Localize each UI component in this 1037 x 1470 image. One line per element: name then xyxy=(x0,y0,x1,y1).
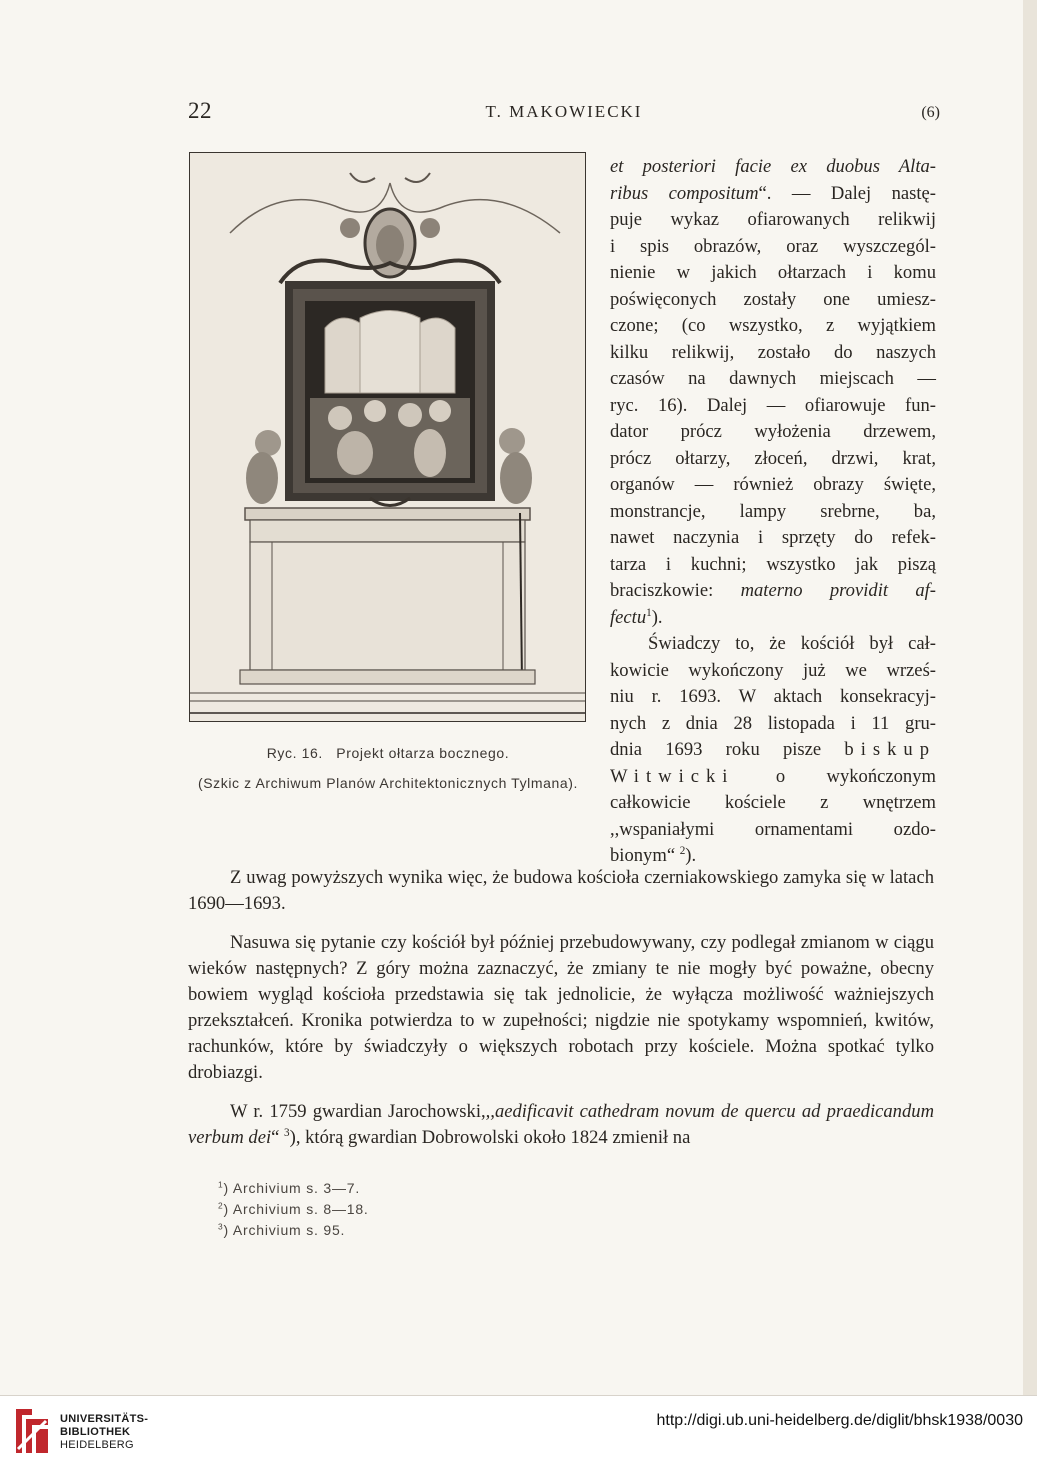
latin-phrase: fectu xyxy=(610,606,647,628)
text-line: nych z dnia 28 listopada i 11 gru- xyxy=(610,712,936,734)
text-line: niu r. 1693. W aktach konsekracyj- xyxy=(610,686,936,707)
latin-quote: et posteriori facie ex duobus Alta- xyxy=(610,156,936,177)
running-head: T. MAKOWIECKI xyxy=(485,102,643,121)
footnote: $^3$) Archivium s. 95. xyxy=(218,1221,346,1238)
text-line: poświęconych zostały one umiesz- xyxy=(610,288,936,310)
altar-sketch-figure xyxy=(189,152,586,722)
digitization-footer xyxy=(0,1395,1037,1470)
footnote: $^2$) Archivium s. 8—18. xyxy=(218,1200,369,1217)
latin-phrase: materno providit af- xyxy=(740,580,936,601)
altar-sketch-image xyxy=(190,153,585,721)
text-line: czasów na dawnych miejscach — xyxy=(610,368,936,389)
latin-quote: ,,aedificavit cathedram novum de quercu ad praedicandum verbum dei xyxy=(188,1101,934,1148)
page-header xyxy=(188,98,940,130)
text-line: dnia 1693 roku pisze biskup xyxy=(610,739,936,760)
caption-source: (Szkic z Archiwum Planów Architektonicznych Tylmana). xyxy=(197,775,579,791)
text-line: nienie w jakich ołtarzach i komu xyxy=(610,262,936,283)
spaced-name: Witwicki xyxy=(610,765,735,787)
text-line: ,,wspaniałymi ornamentami ozdo- xyxy=(610,818,936,840)
text-line: nawet naczynia i sprzęty do refek- xyxy=(610,527,936,548)
text-line: tarza i kuchni; wszystko jak piszą xyxy=(610,553,936,575)
text-line: organów — również obrazy święte, xyxy=(610,474,936,495)
right-column-text xyxy=(610,154,936,870)
text-line: braciszkowie: materno providit af- xyxy=(610,580,936,601)
text-line: ryc. 16). Dalej — ofiarowuje fun- xyxy=(610,394,936,416)
page-number: 22 xyxy=(188,98,212,123)
figure-caption xyxy=(188,742,588,794)
footnote: $^1$) Archivium s. 3—7. xyxy=(218,1179,361,1196)
footnote-ref: 2 xyxy=(679,844,686,857)
paragraph: Z uwag powyższych wynika więc, że budowa kościoła czerniakowskiego zamyka się w latach 1690—1693. xyxy=(188,867,934,914)
text-line: całkowicie kościele z wnętrzem xyxy=(610,792,936,813)
section-number: (6) xyxy=(921,104,940,121)
footnote-ref: 3 xyxy=(284,1126,290,1139)
text-line: ribus compositum“. — Dalej nastę- xyxy=(610,182,936,204)
body-text xyxy=(188,865,934,1164)
text-line: dator prócz wyłożenia drzewem, xyxy=(610,421,936,442)
page-edge xyxy=(1023,0,1037,1469)
spaced-word: biskup xyxy=(844,739,936,760)
text-line: fectu$^1$). xyxy=(610,606,663,628)
footnotes xyxy=(218,1178,369,1241)
text-line: monstrancje, lampy srebrne, ba, xyxy=(610,500,936,522)
latin-quote: ribus compositum xyxy=(610,182,759,204)
text-line: puje wykaz ofiarowanych relikwij xyxy=(610,209,936,230)
digital-library-url[interactable]: http://digi.ub.uni-heidelberg.de/diglit/bhsk1938/0030 xyxy=(656,1412,1023,1429)
text-line: kowicie wykończony już we wrześ- xyxy=(610,659,936,681)
text-line xyxy=(610,154,936,181)
text-line: kilku relikwij, zostało do naszych xyxy=(610,341,936,363)
paragraph: Nasuwa się pytanie czy kościół był później przebudowywany, czy podlegał zmianom w ciągu wieków następnych? Z góry można zaznaczyć, że zmiany te nie mogły być poważne, obecny bowiem wygląd kościoła przedstawia się tak jednolicie, że wyłącza możliwość ważniejszych przekształceń. Kronika potwierdza to w zupełności; nigdzie nie spotykamy wspomnień, kwitów, rachunków, które by świadczyły o większych robotach przy kościele. Można spotkać tylko drobiazgi. xyxy=(188,932,934,1083)
paragraph: W r. 1759 gwardian Jarochowski,,,aedificavit cathedram novum de quercu ad praedicandum verbum dei“ $^3$), którą gwardian Dobrowolski około 1824 zmienił na xyxy=(188,1101,934,1148)
text-line: prócz ołtarzy, złoceń, drzwi, krat, xyxy=(610,447,936,469)
footnote-ref: 1 xyxy=(646,606,652,619)
text-line: Witwicki o wykończonym xyxy=(610,765,936,787)
caption-title: Ryc. 16. Projekt ołtarza bocznego. xyxy=(266,745,510,761)
text-line: i spis obrazów, oraz wyszczegól- xyxy=(610,235,936,257)
library-logo-icon xyxy=(12,1405,52,1457)
text-line: Świadczy to, że kościół był cał- xyxy=(648,633,936,654)
library-name: UNIVERSITÄTS- BIBLIOTHEK HEIDELBERG xyxy=(60,1413,149,1451)
text-line: czone; (co wszystko, z wyjątkiem xyxy=(610,315,936,336)
text-line: bionym“ $^2$). xyxy=(610,844,697,866)
